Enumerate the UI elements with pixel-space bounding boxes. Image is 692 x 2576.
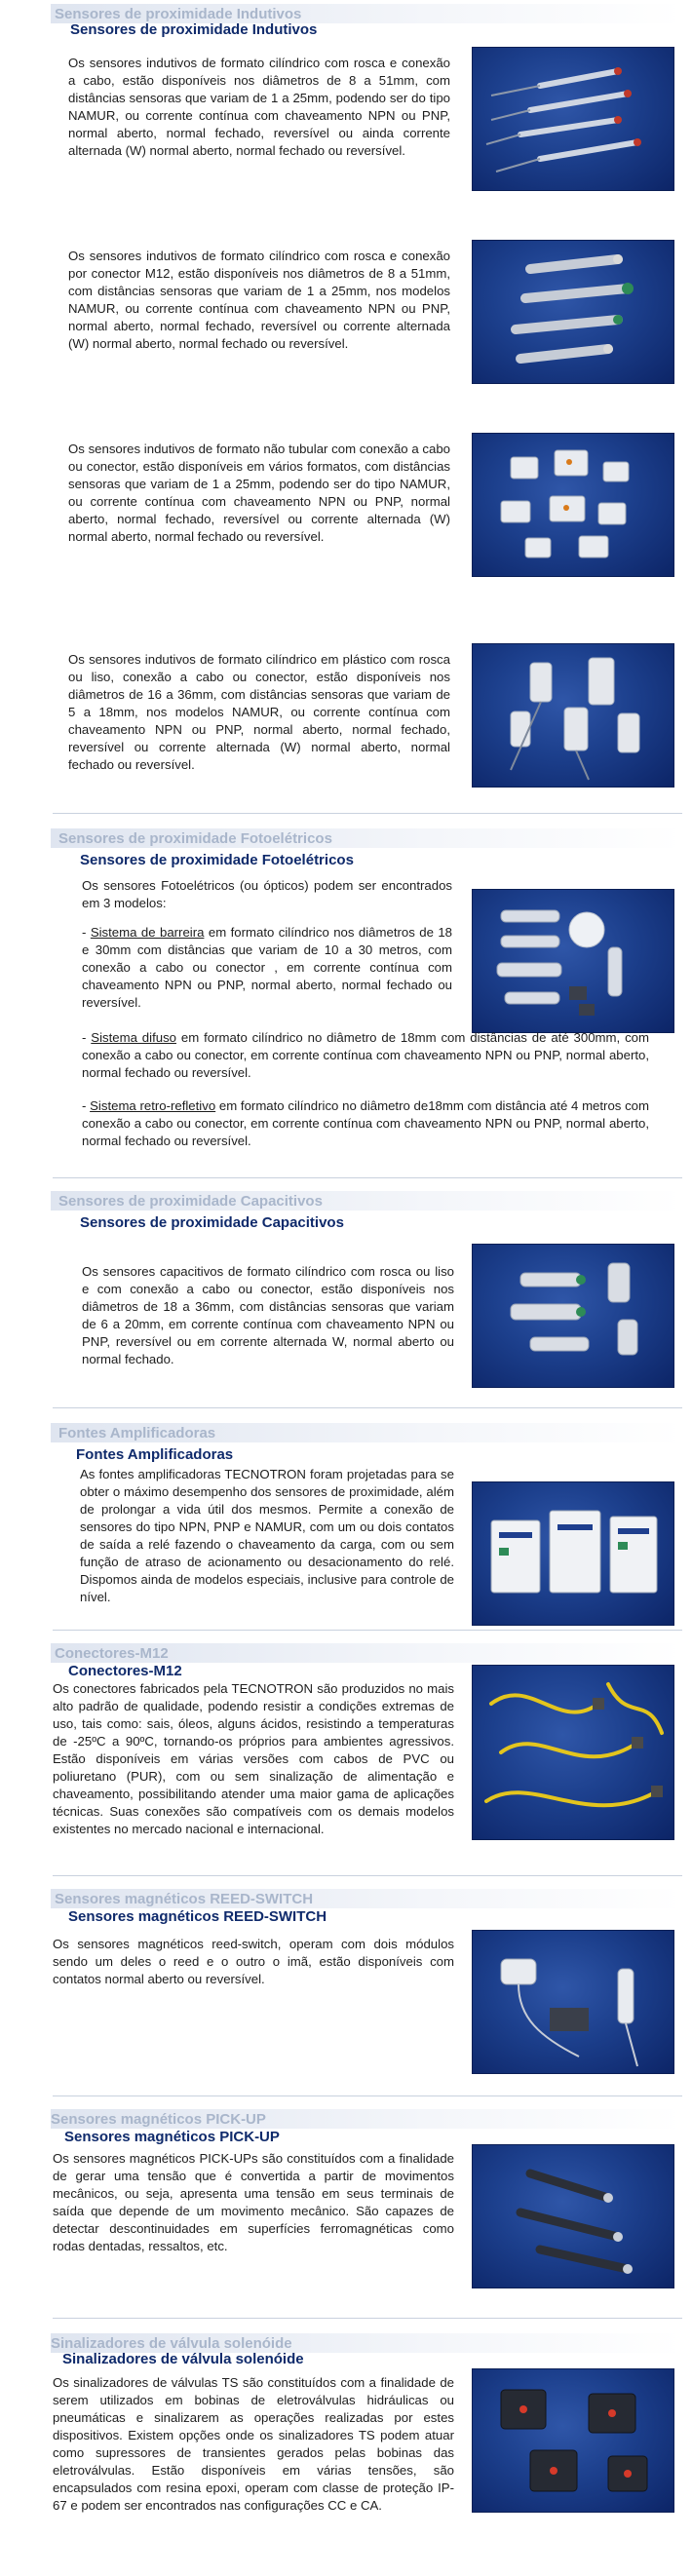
inductive-plastic-sensors-photo: [472, 643, 674, 788]
pickup-description: Os sensores magnéticos PICK-UPs são constituídos com a finalidade de gerar uma tensão que é convertida a partir de movimentos mecânicos, ou seja, apresenta uma tensão em seus terminais de saída que depende de um movimento mecânico. São capazes de detectar descontinuidades em superfícies ferromagnéticas como rodas dentadas, ressaltos, etc.: [53, 2151, 454, 2253]
photoelectric-sensors-photo: [472, 889, 674, 1033]
section-title: Sensores magnéticos PICK-UP: [64, 2129, 280, 2145]
amplifiers-description: As fontes amplificadoras TECNOTRON foram projetadas para se obter o máximo desempenho dos sensores de proximidade, além de prolongar a vida útil dos mesmos. Permite a conexão de sensores do tipo NPN, PNP e NAMUR, com um ou dois contatos de saída a relé fazendo o chaveamento da carga, com ou sem função de atraso de acionamento ou desacionamento do relé. Dispomos ainda de modelos especiais, inclusive para controle de nível.: [80, 1467, 454, 1604]
capacitive-sensors-photo: [472, 1244, 674, 1388]
section-ghost-title: Fontes Amplificadoras: [58, 1425, 216, 1442]
inductive-cable-sensors-photo: [472, 47, 674, 191]
section-ghost-title: Sinalizadores de válvula solenóide: [51, 2335, 292, 2352]
section-ghost-title: Sensores magnéticos REED-SWITCH: [55, 1891, 314, 1907]
section-ghost-title: Sensores de proximidade Fotoelétricos: [58, 830, 332, 847]
item-description: Os sensores indutivos de formato cilíndrico com rosca e conexão por conector M12, estão disponíveis nos diâmetros de 8 a 51mm, com distâncias sensoras que variam de 1 a 25mm, nos modelos NAMUR, ou corrente contínua com chaveamento NPN ou PNP, normal aberto, normal fechado, reversível ou corrente alternada (W) normal aberto, normal fechado ou reversível.: [68, 249, 450, 351]
m12-description: Os conectores fabricados pela TECNOTRON são produzidos no mais alto padrão de qualidade, podendo resistir a condições extremas de uso, tais como: sais, óleos, alguns ácidos, resistindo a temperaturas de -25ºC a 90ºC, tornando-os próprios para ambientes agressivos. Estão disponíveis em várias versões com cabos de PVC ou poliuretano (PUR), com ou sem sinalização de alimentação e chaveamento, possibilitando atender uma maior gama de aplicações técnicas. Suas conexões são compatíveis com os demais modelos existentes no mercado nacional e internacional.: [53, 1681, 454, 1836]
model-retro-reflective: - Sistema retro-refletivo em formato cilíndrico no diâmetro de18mm com distância até 4 metros com conexão a cabo ou conector, em corrente contínua com chaveamento NPN ou PNP, normal aberto, normal fechado ou reversível.: [82, 1098, 649, 1148]
section-ghost-title: Sensores magnéticos PICK-UP: [51, 2111, 266, 2128]
item-description: Os sensores indutivos de formato cilíndrico em plástico com rosca ou liso, conexão a cabo ou conector, estão disponíveis nos diâmetros de 16 a 36mm, com distâncias sensoras que variam de 5 a 18mm, nos modelos NAMUR, ou corrente contínua com chaveamento NPN ou PNP, normal aberto, normal fechado, reversível ou corrente alternada (W) normal aberto, normal fechado ou reversível.: [68, 652, 450, 772]
inductive-block-sensors-photo: [472, 433, 674, 577]
amplifier-units-photo: [472, 1481, 674, 1626]
capacitive-description: Os sensores capacitivos de formato cilíndrico com rosca ou liso e com conexão a cabo ou conector, estão disponíveis nos diâmetros de 18 a 36mm, com distâncias sensoras que variam de 6 a 20mm, em corrente contínua com chaveamento NPN ou PNP, reversível ou em corrente alternada W, normal aberto ou normal fechado.: [82, 1264, 454, 1366]
item-description: Os sensores indutivos de formato não tubular com conexão a cabo ou conector, estão disponíveis em vários formatos, com distâncias sensoras que variam de 1 a 25mm, podendo ser do tipo NAMUR, ou corrente contínua com chaveamento NPN ou PNP, normal aberto, normal fechado, reversível ou corrente alternada (W) normal aberto, normal fechado ou reversível.: [68, 442, 450, 544]
inductive-m12-sensors-photo: [472, 240, 674, 384]
section-ghost-title: Sensores de proximidade Indutivos: [55, 6, 302, 22]
section-title: Sensores de proximidade Fotoelétricos: [80, 852, 354, 868]
pickup-sensors-photo: [472, 2144, 674, 2288]
section-title: Conectores-M12: [68, 1663, 182, 1679]
section-title: Sinalizadores de válvula solenóide: [62, 2351, 304, 2367]
section-title: Sensores de proximidade Capacitivos: [80, 1214, 344, 1231]
model-diffuse: - Sistema difuso em formato cilíndrico no diâmetro de 18mm com distâncias de até 300mm, com conexão a cabo ou conector, em corrente contínua com chaveamento NPN ou PNP, normal aberto, normal fechado ou reversível.: [82, 1030, 649, 1080]
reed-switch-sensors-photo: [472, 1930, 674, 2074]
reed-switch-description: Os sensores magnéticos reed-switch, operam com dois módulos sendo um deles o reed e o outro o imã, estão disponíveis com contatos normal aberto ou reversível.: [53, 1937, 454, 1986]
section-title: Fontes Amplificadoras: [76, 1446, 234, 1463]
section-ghost-title: Conectores-M12: [55, 1645, 169, 1662]
section-ghost-title: Sensores de proximidade Capacitivos: [58, 1193, 323, 1210]
solenoid-indicators-photo: [472, 2368, 674, 2513]
item-description: Os sensores indutivos de formato cilíndrico com rosca e conexão a cabo, estão disponíveis nos diâmetros de 8 a 51mm, com distâncias sensoras que variam de 1 a 25mm, podendo ser do tipo NAMUR, ou corrente contínua com chaveamento NPN ou PNP, normal aberto, normal fechado, reversível ou ainda corrente alternada (W) normal aberto, normal fechado ou reversível.: [68, 56, 450, 158]
section-title: Sensores magnéticos REED-SWITCH: [68, 1908, 327, 1925]
photoelectric-intro: Os sensores Fotoelétricos (ou ópticos) podem ser encontrados em 3 modelos:: [82, 878, 452, 910]
model-barrier: - Sistema de barreira em formato cilíndrico nos diâmetros de 18 e 30mm com distâncias que variam de 10 a 30 metros, com conexão a cabo ou conector , em corrente contínua com chaveamento NPN ou PNP, normal aberto, normal fechado ou reversível.: [82, 925, 452, 1010]
m12-connectors-photo: [472, 1665, 674, 1840]
solenoid-description: Os sinalizadores de válvulas TS são constituídos com a finalidade de serem utilizados em bobinas de eletroválvulas hidráulicas ou pneumáticas e sinalizarem as operações realizadas por estes dispositivos. Existem opções onde os sinalizadores TS podem atuar como supressores de transientes gerados pelas bobinas das eletroválvulas. Estão disponíveis em várias tensões, são encapsulados com resina epoxi, operam com classe de proteção IP-67 e podem ser encontrados nas configurações CC e CA.: [53, 2375, 454, 2513]
section-title: Sensores de proximidade Indutivos: [70, 21, 318, 38]
